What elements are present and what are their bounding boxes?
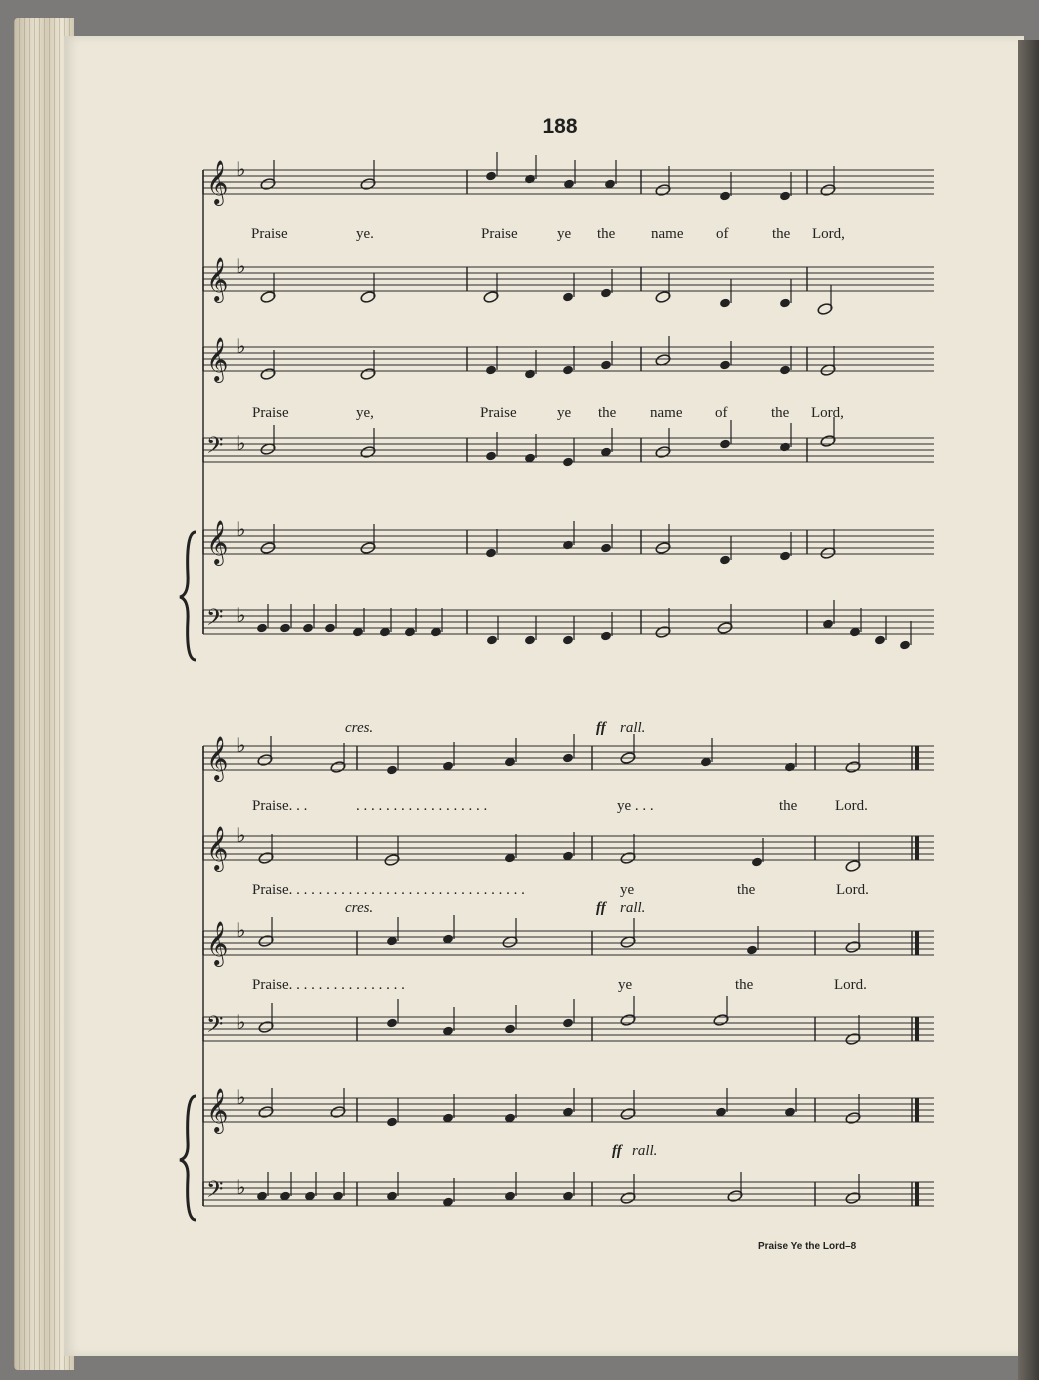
dynamic-ff: ff (596, 720, 606, 736)
note-head (600, 288, 612, 299)
lyric: of (716, 226, 729, 242)
note-head (386, 1018, 398, 1029)
flat-icon: ♭ (236, 431, 246, 455)
note-head (874, 635, 886, 646)
note-head (779, 551, 791, 562)
note-head (524, 369, 536, 380)
note-head (719, 439, 731, 450)
note-head (256, 623, 268, 634)
treble-clef-icon: 𝄞 (206, 826, 229, 870)
note-head (719, 298, 731, 309)
note-head (302, 623, 314, 634)
lyric: the (597, 226, 616, 242)
note-head (779, 442, 791, 453)
dynamic-cres: cres. (345, 900, 374, 916)
note-head (485, 365, 497, 376)
lyric: ye (618, 977, 633, 993)
lyric: Lord. (835, 798, 868, 814)
flat-icon: ♭ (236, 1175, 246, 1199)
lyric: ye (620, 882, 635, 898)
note-head (504, 1024, 516, 1035)
note-head (600, 360, 612, 371)
note-head (719, 555, 731, 566)
dynamic-cres: cres. (345, 720, 374, 736)
note-head (562, 753, 574, 764)
flat-icon: ♭ (236, 733, 246, 757)
lyric: Lord. (836, 882, 869, 898)
flat-icon: ♭ (236, 334, 246, 358)
flat-icon: ♭ (236, 823, 246, 847)
lyric: the (771, 405, 790, 421)
flat-icon: ♭ (236, 254, 246, 278)
page-footer: Praise Ye the Lord–8 (758, 1241, 857, 1252)
note-head (524, 635, 536, 646)
flat-icon: ♭ (236, 1085, 246, 1109)
bass-clef-icon: 𝄢 (206, 1012, 224, 1043)
note-head (562, 1018, 574, 1029)
lyric: ye, (356, 405, 374, 421)
note-head (746, 945, 758, 956)
note-head (779, 298, 791, 309)
flat-icon: ♭ (236, 157, 246, 181)
treble-clef-icon: 𝄞 (206, 1088, 229, 1132)
lyric: name (650, 405, 683, 421)
note-head (600, 543, 612, 554)
note-head (719, 360, 731, 371)
brace-icon (180, 1096, 196, 1220)
lyric: the (598, 405, 617, 421)
lyric: Praise. . . (252, 798, 308, 814)
lyric: Praise. . . . . . . . . . . . . . . . . . . . . . . . . . . . . . . . (252, 882, 525, 898)
lyric: Praise (251, 226, 288, 242)
brace-icon (180, 532, 196, 660)
lyric: Lord, (812, 226, 845, 242)
note-head (562, 635, 574, 646)
note-head (324, 623, 336, 634)
lyric: ye . . . (617, 798, 654, 814)
lyric: the (737, 882, 756, 898)
lyric: Praise (481, 226, 518, 242)
lyric: Lord. (834, 977, 867, 993)
note-head (899, 640, 911, 651)
lyric: . . . . . . . . . . . . . . . . . . (356, 798, 488, 814)
lyric: Praise (480, 405, 517, 421)
treble-clef-icon: 𝄞 (206, 257, 229, 301)
note-head (562, 292, 574, 303)
note-head (779, 191, 791, 202)
page-number: 188 (542, 115, 578, 138)
note-head (751, 857, 763, 868)
note-head (485, 451, 497, 462)
dynamic-rall: rall. (620, 720, 646, 736)
dynamic-ff: ff (612, 1143, 622, 1159)
note-head (562, 457, 574, 468)
note-head (279, 623, 291, 634)
lyric: of (715, 405, 728, 421)
note-head (719, 191, 731, 202)
lyric: name (651, 226, 684, 242)
note-head (386, 1117, 398, 1128)
dynamic-rall: rall. (620, 900, 646, 916)
bass-clef-icon: 𝄢 (206, 605, 224, 636)
lyric: the (772, 226, 791, 242)
note-head (784, 762, 796, 773)
dynamic-rall: rall. (632, 1143, 658, 1159)
note-head (486, 635, 498, 646)
bass-clef-icon: 𝄢 (206, 433, 224, 464)
note-head (779, 365, 791, 376)
lyric: Lord, (811, 405, 844, 421)
note-head (485, 548, 497, 559)
flat-icon: ♭ (236, 517, 246, 541)
lyric: Praise. . . . . . . . . . . . . . . . (252, 977, 405, 993)
note-head (386, 765, 398, 776)
lyric: ye (557, 405, 572, 421)
note-head (562, 365, 574, 376)
dynamic-ff: ff (596, 900, 606, 916)
note-head (562, 540, 574, 551)
lyric: ye (557, 226, 572, 242)
treble-clef-icon: 𝄞 (206, 337, 229, 381)
treble-clef-icon: 𝄞 (206, 921, 229, 965)
treble-clef-icon: 𝄞 (206, 520, 229, 564)
note-head (600, 631, 612, 642)
flat-icon: ♭ (236, 918, 246, 942)
lyric: the (779, 798, 798, 814)
flat-icon: ♭ (236, 603, 246, 627)
flat-icon: ♭ (236, 1010, 246, 1034)
bass-clef-icon: 𝄢 (206, 1177, 224, 1208)
lyric: ye. (356, 226, 374, 242)
lyric: the (735, 977, 754, 993)
note-head (485, 171, 497, 182)
lyric: Praise (252, 405, 289, 421)
note-head (524, 174, 536, 185)
treble-clef-icon: 𝄞 (206, 736, 229, 780)
treble-clef-icon: 𝄞 (206, 160, 229, 204)
